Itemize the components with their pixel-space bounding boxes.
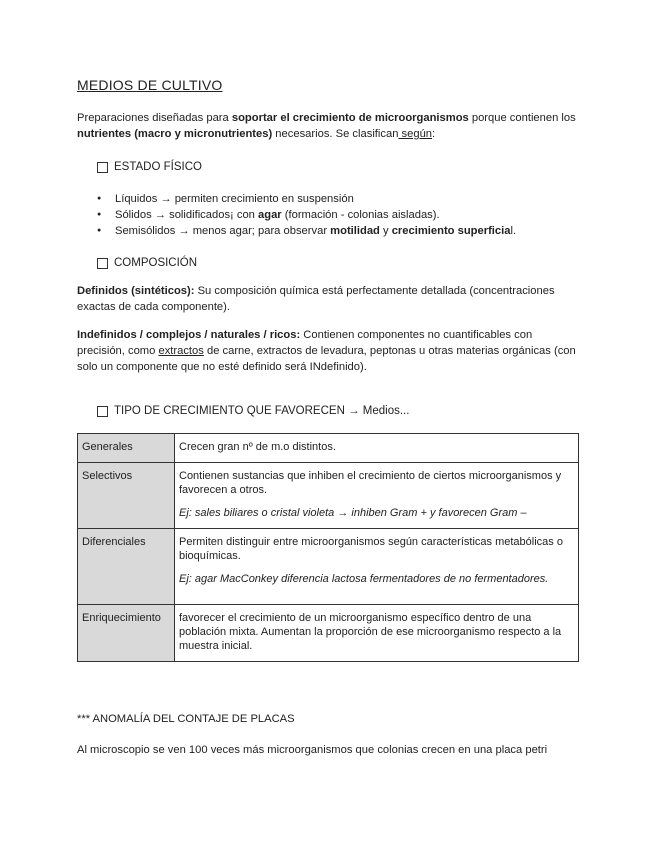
indefinidos-paragraph <box>77 327 577 375</box>
section-label: TIPO DE CRECIMIENTO QUE FAVORECEN → Medios... <box>114 405 410 417</box>
anomalia-text: Al microscopio se ven 100 veces más microorganismos que colonias crecen en una placa petri <box>77 744 548 756</box>
cell-text: Crecen gran nº de m.o distintos. <box>179 441 336 453</box>
section-composicion <box>97 257 197 269</box>
list-item <box>97 191 516 207</box>
table-cell <box>175 434 579 463</box>
table-row <box>78 463 579 529</box>
estado-bullet-list <box>97 191 516 239</box>
intro-text: Preparaciones diseñadas para <box>77 112 232 124</box>
indefinidos-underline: extractos <box>158 345 204 357</box>
list-item <box>97 223 516 239</box>
table-row <box>78 434 579 463</box>
intro-text: porque contienen los <box>468 112 576 124</box>
table-row-head: Selectivos <box>78 463 175 529</box>
page-title: MEDIOS DE CULTIVO <box>77 77 223 93</box>
checkbox-icon[interactable] <box>97 162 108 173</box>
table-row-head: Enriquecimiento <box>78 605 175 662</box>
bullet-bold: crecimiento superficia <box>391 225 511 237</box>
checkbox-icon[interactable] <box>97 406 108 417</box>
intro-bold-2: nutrientes (macro y micronutrientes) <box>77 128 273 140</box>
cell-text: Contienen sustancias que inhiben el crecimiento de ciertos microorganismos y favorecen a otros. <box>179 470 562 496</box>
checkbox-icon[interactable] <box>97 258 108 269</box>
cell-text: favorecer el crecimiento de un microorganismo específico dentro de una población mixta. Aumentan la proporción de ese microorganismo respecto a la muestra inicial. <box>179 612 562 652</box>
table-row <box>78 529 579 605</box>
table-row-head: Generales <box>78 434 175 463</box>
definidos-label: Definidos (sintéticos): <box>77 285 195 297</box>
intro-bold-1: soportar el crecimiento de microorganismos <box>231 112 469 124</box>
table-cell <box>175 463 579 529</box>
bullet-bold: agar <box>258 209 282 221</box>
definidos-text: Su composición química está perfectamente detallada (concentraciones exactas de cada componente). <box>77 285 555 313</box>
indefinidos-label: Indefinidos / complejos / naturales / ricos: <box>77 329 301 341</box>
bullet-text: Semisólidos → menos agar; para observar <box>115 225 331 237</box>
table-cell <box>175 605 579 662</box>
table-cell <box>175 529 579 605</box>
table-row-head: Diferenciales <box>78 529 175 605</box>
cell-example: Ej: agar MacConkey diferencia lactosa fermentadores de no fermentadores. <box>179 573 549 585</box>
indefinidos-text: de carne, extractos de levadura, peptonas u otras materias orgánicas (con solo un componente que no esté definido será INdefinido). <box>77 345 576 373</box>
bullet-text: y <box>379 225 392 237</box>
section-estado-fisico <box>97 161 202 173</box>
table-row <box>78 605 579 662</box>
cell-example: Ej: sales biliares o cristal violeta → inhiben Gram + y favorecen Gram – <box>179 507 527 519</box>
bullet-text: l. <box>510 225 517 237</box>
section-label: ESTADO FÍSICO <box>114 161 202 173</box>
bullet-bold: motilidad <box>330 225 380 237</box>
bullet-text: (formación - colonias aisladas). <box>281 209 440 221</box>
intro-paragraph <box>77 110 577 142</box>
section-tipo-crecimiento <box>97 405 409 417</box>
section-label: COMPOSICIÓN <box>114 257 198 269</box>
indefinidos-text: Contienen componentes no cuantificables con precisión, como <box>77 329 533 357</box>
bullet-text: Líquidos → permiten crecimiento en suspensión <box>115 193 354 205</box>
list-item <box>97 207 516 223</box>
anomalia-paragraph <box>77 742 597 758</box>
medios-table <box>77 433 579 662</box>
intro-text: : <box>432 128 436 140</box>
intro-text: necesarios. Se clasifican <box>272 128 399 140</box>
cell-text: Permiten distinguir entre microorganismos según características metabólicas o bioquímicas. <box>179 536 563 562</box>
definidos-paragraph <box>77 283 577 315</box>
intro-underline: según <box>398 128 433 140</box>
bullet-text: Sólidos → solidificados¡ con <box>115 209 259 221</box>
anomalia-heading: *** ANOMALÍA DEL CONTAJE DE PLACAS <box>77 713 295 725</box>
